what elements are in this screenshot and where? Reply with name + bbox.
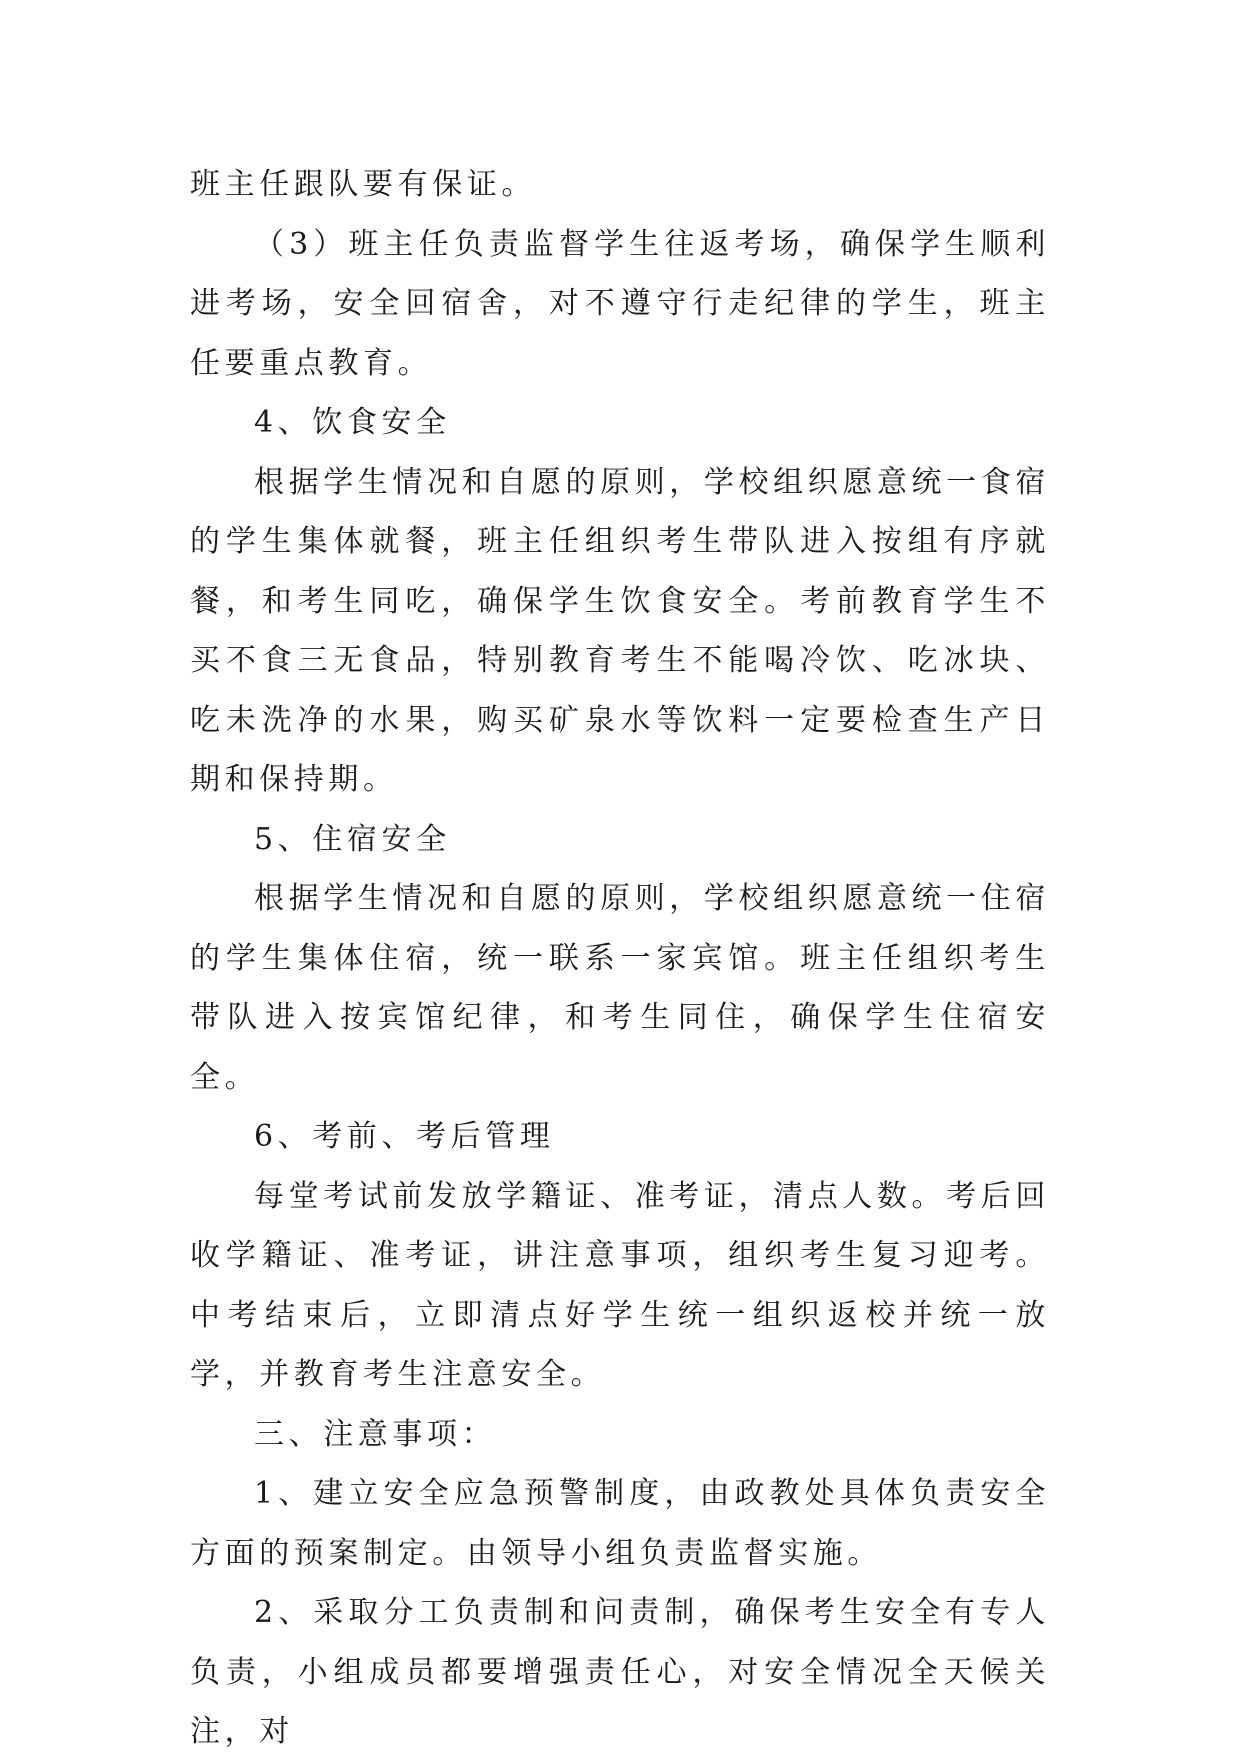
heading-food-safety: 4、饮食安全 xyxy=(254,405,451,440)
paragraph-continuation: 班主任跟队要有保证。 xyxy=(190,167,536,202)
paragraph-item-3: （3）班主任负责监督学生往返考场，确保学生顺利进考场，安全回宿舍，对不遵守行走纪律的学生，班主任要重点教育。 xyxy=(190,226,1050,381)
paragraph-lodging-safety: 根据学生情况和自愿的原则，学校组织愿意统一住宿的学生集体住宿，统一联系一家宾馆。班主任组织考生带队进入按宾馆纪律，和考生同住，确保学生住宿安全。 xyxy=(190,881,1050,1095)
heading-exam-management: 6、考前、考后管理 xyxy=(254,1119,555,1154)
paragraph-note-2: 2、采取分工负责制和问责制，确保考生安全有专人负责，小组成员都要增强责任心，对安全情况全天候关注，对 xyxy=(190,1595,1050,1749)
paragraph-food-safety: 根据学生情况和自愿的原则，学校组织愿意统一食宿的学生集体就餐，班主任组织考生带队进入按组有序就餐，和考生同吃，确保学生饮食安全。考前教育学生不买不食三无食品，特别教育考生不能喝冷饮、吃冰块、吃未洗净的水果，购买矿泉水等饮料一定要检查生产日期和保持期。 xyxy=(190,464,1050,797)
heading-notes: 三、注意事项： xyxy=(254,1416,497,1452)
paragraph-exam-management: 每堂考试前发放学籍证、准考证，清点人数。考后回收学籍证、准考证，讲注意事项，组织考生复习迎考。中考结束后，立即清点好学生统一组织返校并统一放学，并教育考生注意安全。 xyxy=(190,1178,1050,1392)
document-body xyxy=(190,155,1050,1762)
paragraph-note-1: 1、建立安全应急预警制度，由政教处具体负责安全方面的预案制定。由领导小组负责监督实施。 xyxy=(190,1476,1050,1571)
heading-lodging-safety: 5、住宿安全 xyxy=(254,821,451,857)
